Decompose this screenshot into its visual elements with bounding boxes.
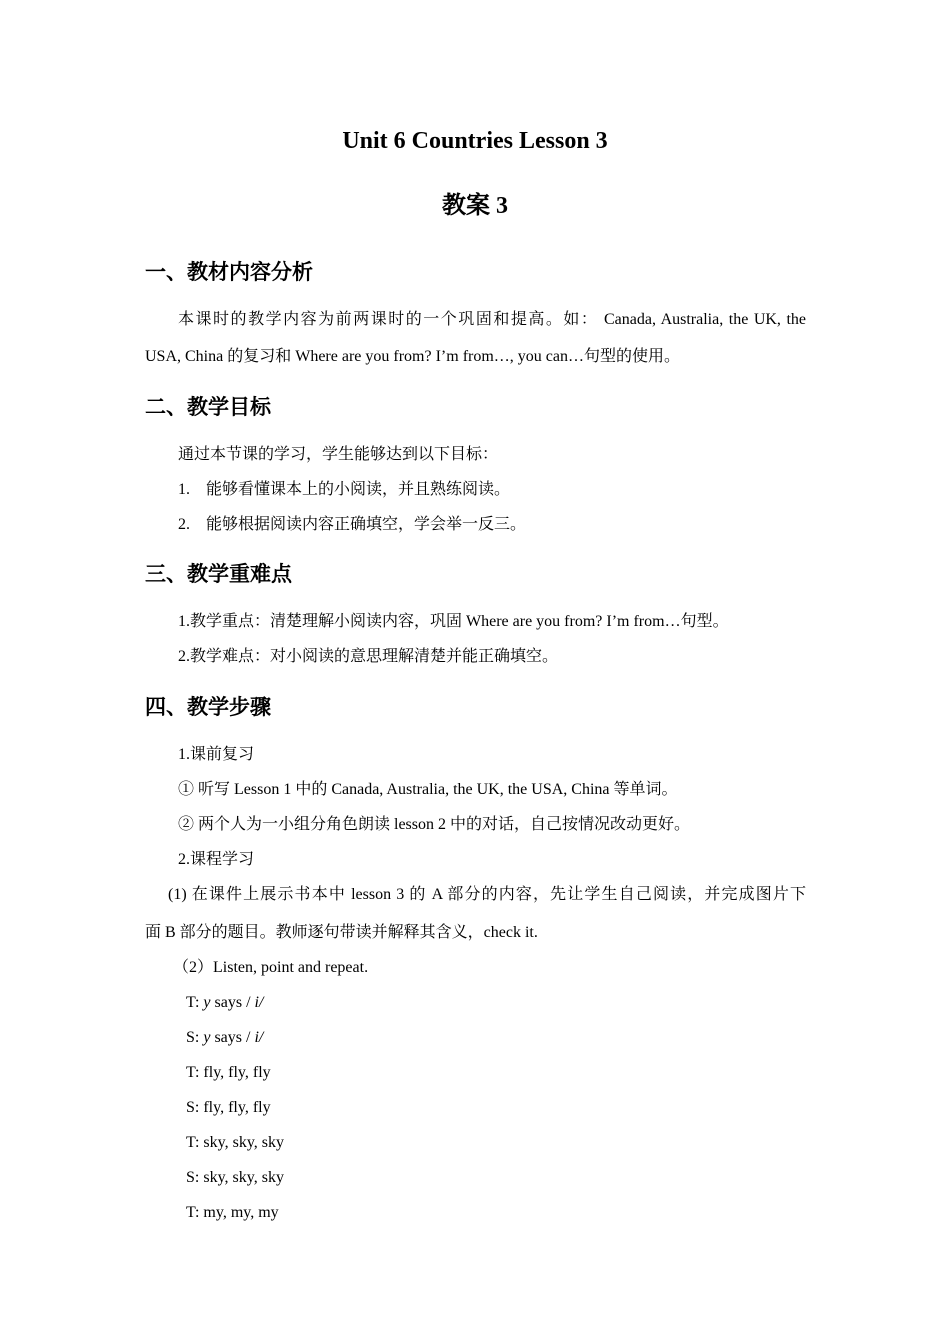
drill-line: T: fly, fly, fly — [186, 1064, 271, 1081]
review-item: ② 两个人为一小组分角色朗读 lesson 2 中的对话，自己按情况改动更好。 — [178, 816, 691, 833]
study-paragraph-line-1: (1) 在课件上展示书本中 lesson 3 的 A 部分的内容，先让学生自己阅读，并完成图片下 — [168, 886, 806, 903]
section-1-paragraph-line-2: USA, China 的复习和 Where are you from? I’m from…, you can…句型的使用。 — [145, 348, 681, 365]
speaker-label: S: — [186, 1029, 204, 1046]
list-item-text: 能够看懂课本上的小阅读，并且熟练阅读。 — [206, 481, 511, 498]
document-title: Unit 6 Countries Lesson 3 — [342, 128, 608, 154]
section-1-paragraph-line-1: 本课时的教学内容为前两课时的一个巩固和提高。如： Canada, Australia, the UK, the — [178, 311, 806, 328]
list-item-number: 1. — [178, 481, 190, 498]
section-heading-2: 二、教学目标 — [145, 395, 271, 419]
section-2-intro: 通过本节课的学习，学生能够达到以下目标： — [178, 446, 499, 463]
drill-line: S: sky, sky, sky — [186, 1169, 284, 1186]
phonics-letter: y — [203, 1029, 211, 1046]
dialogue-text: says / — [210, 1029, 255, 1046]
phonics-sound: i/ — [254, 994, 264, 1011]
phonics-sound: i/ — [254, 1029, 264, 1046]
review-title: 1.课前复习 — [178, 746, 255, 763]
document-subtitle: 教案 3 — [442, 193, 508, 219]
section-heading-1: 一、教材内容分析 — [145, 260, 313, 284]
drill-line: S: fly, fly, fly — [186, 1099, 271, 1116]
dialogue-text: says / — [210, 994, 255, 1011]
dialogue-line — [186, 1027, 263, 1049]
drill-line: T: my, my, my — [186, 1204, 279, 1221]
difficult-point-line: 2.教学难点：对小阅读的意思理解清楚并能正确填空。 — [178, 648, 559, 665]
review-item: ① 听写 Lesson 1 中的 Canada, Australia, the UK, the USA, China 等单词。 — [178, 781, 678, 798]
drill-line: T: sky, sky, sky — [186, 1134, 285, 1151]
section-heading-3: 三、教学重难点 — [145, 562, 292, 586]
list-item-text: 能够根据阅读内容正确填空，学会举一反三。 — [206, 516, 527, 533]
study-paragraph-2: （2）Listen, point and repeat. — [173, 959, 369, 976]
list-item — [178, 479, 510, 501]
study-paragraph-line-2: 面 B 部分的题目。教师逐句带读并解释其含义，check it. — [145, 924, 538, 941]
dialogue-line — [186, 992, 263, 1014]
list-item-number: 2. — [178, 516, 190, 533]
speaker-label: T: — [186, 994, 204, 1011]
study-title: 2.课程学习 — [178, 851, 255, 868]
phonics-letter: y — [203, 994, 211, 1011]
key-point-line: 1.教学重点：清楚理解小阅读内容，巩固 Where are you from? I’m from…句型。 — [178, 613, 729, 630]
list-item — [178, 514, 526, 536]
section-heading-4: 四、教学步骤 — [145, 695, 271, 719]
